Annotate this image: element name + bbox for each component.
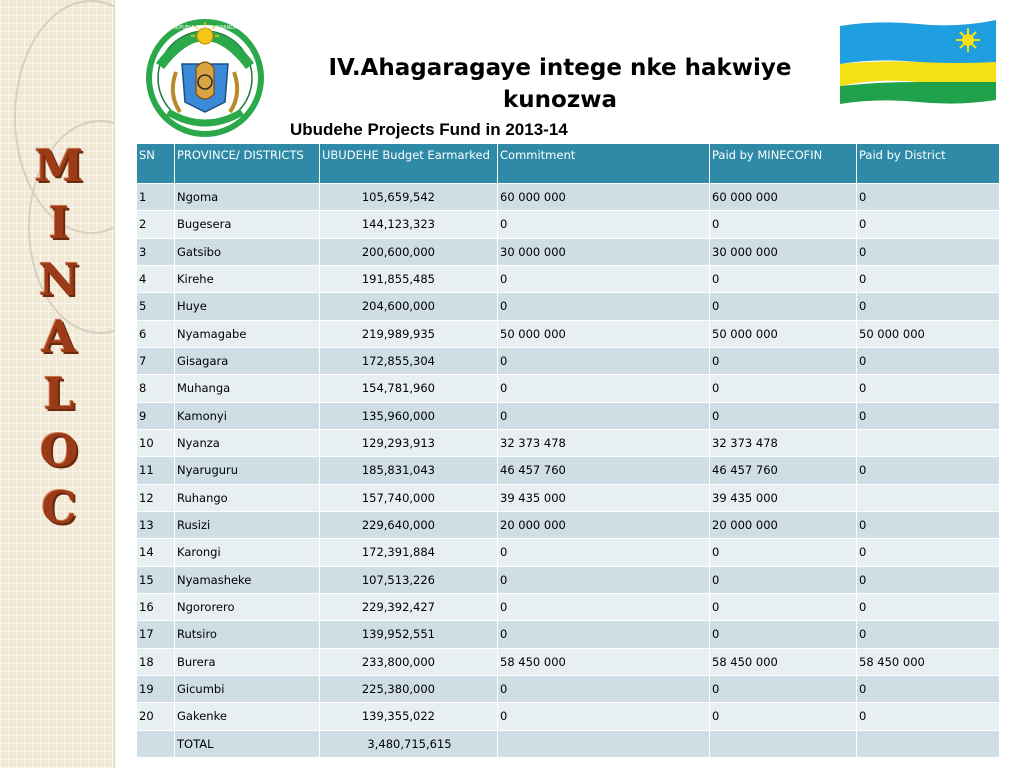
cell-sn: 10 xyxy=(137,429,175,456)
cell-paid-district: 0 xyxy=(857,238,1000,265)
cell-district: Kirehe xyxy=(175,265,320,292)
rwanda-emblem-icon xyxy=(146,16,264,142)
cell-district: Nyamasheke xyxy=(175,566,320,593)
cell-paid-minecofin: 0 xyxy=(710,293,857,320)
table-row xyxy=(137,484,1000,511)
cell-paid-minecofin: 0 xyxy=(710,593,857,620)
cell-district: Nyaruguru xyxy=(175,457,320,484)
cell-paid-district: 0 xyxy=(857,184,1000,211)
side-letter: L xyxy=(43,369,75,420)
rwanda-flag-icon xyxy=(838,18,998,106)
cell-budget: 204,600,000 xyxy=(320,293,498,320)
header-budget: UBUDEHE Budget Earmarked xyxy=(320,144,498,184)
side-letter: C xyxy=(41,483,77,534)
cell-commitment: 32 373 478 xyxy=(498,429,710,456)
cell-commitment: 0 xyxy=(498,211,710,238)
cell-paid-minecofin: 0 xyxy=(710,539,857,566)
cell-sn: 17 xyxy=(137,621,175,648)
cell-paid-minecofin: 50 000 000 xyxy=(710,320,857,347)
cell-paid-district: 0 xyxy=(857,375,1000,402)
cell-budget: 107,513,226 xyxy=(320,566,498,593)
cell-paid-minecofin: 0 xyxy=(710,265,857,292)
cell-commitment: 0 xyxy=(498,593,710,620)
table-row xyxy=(137,375,1000,402)
cell-budget: 154,781,960 xyxy=(320,375,498,402)
cell-district: Muhanga xyxy=(175,375,320,402)
cell-paid-district: 0 xyxy=(857,347,1000,374)
cell-paid-district: 0 xyxy=(857,457,1000,484)
cell-district: Gakenke xyxy=(175,703,320,730)
cell-paid-minecofin: 0 xyxy=(710,703,857,730)
minaloc-vertical-logo xyxy=(22,138,96,537)
table-row xyxy=(137,648,1000,675)
cell-paid-minecofin: 58 450 000 xyxy=(710,648,857,675)
cell-commitment: 58 450 000 xyxy=(498,648,710,675)
cell-paid-district: 0 xyxy=(857,675,1000,702)
cell-paid-minecofin: 0 xyxy=(710,211,857,238)
cell-paid-minecofin: 46 457 760 xyxy=(710,457,857,484)
cell-paid-district: 0 xyxy=(857,703,1000,730)
cell-budget: 129,293,913 xyxy=(320,429,498,456)
cell-commitment: 60 000 000 xyxy=(498,184,710,211)
cell-sn: 16 xyxy=(137,593,175,620)
table-row xyxy=(137,238,1000,265)
cell-budget: 157,740,000 xyxy=(320,484,498,511)
table-row xyxy=(137,566,1000,593)
cell-budget: 219,989,935 xyxy=(320,320,498,347)
cell-district: Huye xyxy=(175,293,320,320)
total-budget: 3,480,715,615 xyxy=(320,730,498,757)
header-sn: SN xyxy=(137,144,175,184)
cell-budget: 172,391,884 xyxy=(320,539,498,566)
header-paid-minecofin: Paid by MINECOFIN xyxy=(710,144,857,184)
cell-commitment: 0 xyxy=(498,265,710,292)
cell-commitment: 46 457 760 xyxy=(498,457,710,484)
cell-budget: 172,855,304 xyxy=(320,347,498,374)
cell-sn: 7 xyxy=(137,347,175,374)
side-letter: A xyxy=(41,312,77,363)
cell-paid-district: 0 xyxy=(857,293,1000,320)
cell-district: Burera xyxy=(175,648,320,675)
cell-sn: 11 xyxy=(137,457,175,484)
cell-district: Ngororero xyxy=(175,593,320,620)
cell-commitment: 30 000 000 xyxy=(498,238,710,265)
cell-paid-district: 58 450 000 xyxy=(857,648,1000,675)
cell-paid-minecofin xyxy=(710,730,857,757)
cell-paid-district: 0 xyxy=(857,265,1000,292)
table-row xyxy=(137,511,1000,538)
cell-budget: 191,855,485 xyxy=(320,265,498,292)
cell-district: Bugesera xyxy=(175,211,320,238)
table-row xyxy=(137,593,1000,620)
cell-sn: 8 xyxy=(137,375,175,402)
cell-commitment: 0 xyxy=(498,375,710,402)
cell-district: Kamonyi xyxy=(175,402,320,429)
cell-commitment xyxy=(498,730,710,757)
cell-paid-district: 0 xyxy=(857,402,1000,429)
cell-sn: 18 xyxy=(137,648,175,675)
table-body xyxy=(137,184,1000,758)
cell-district: Ruhango xyxy=(175,484,320,511)
cell-budget: 229,640,000 xyxy=(320,511,498,538)
cell-budget: 225,380,000 xyxy=(320,675,498,702)
cell-paid-district: 0 xyxy=(857,511,1000,538)
cell-district: Nyamagabe xyxy=(175,320,320,347)
cell-sn: 13 xyxy=(137,511,175,538)
table-row xyxy=(137,402,1000,429)
cell-budget: 200,600,000 xyxy=(320,238,498,265)
cell-commitment: 0 xyxy=(498,347,710,374)
table-header-row xyxy=(137,144,1000,184)
cell-sn: 19 xyxy=(137,675,175,702)
cell-paid-minecofin: 0 xyxy=(710,375,857,402)
table-row xyxy=(137,539,1000,566)
cell-commitment: 50 000 000 xyxy=(498,320,710,347)
table-row xyxy=(137,265,1000,292)
cell-paid-minecofin: 0 xyxy=(710,621,857,648)
cell-paid-district xyxy=(857,429,1000,456)
cell-commitment: 0 xyxy=(498,293,710,320)
cell-sn: 4 xyxy=(137,265,175,292)
cell-district: Ngoma xyxy=(175,184,320,211)
cell-commitment: 0 xyxy=(498,621,710,648)
cell-commitment: 39 435 000 xyxy=(498,484,710,511)
table-row xyxy=(137,293,1000,320)
cell-sn: 20 xyxy=(137,703,175,730)
side-band xyxy=(0,0,115,768)
table-row xyxy=(137,703,1000,730)
cell-district: Gatsibo xyxy=(175,238,320,265)
cell-budget: 144,123,323 xyxy=(320,211,498,238)
cell-paid-district: 0 xyxy=(857,566,1000,593)
side-letter: N xyxy=(38,255,80,306)
cell-budget: 139,952,551 xyxy=(320,621,498,648)
cell-paid-minecofin: 60 000 000 xyxy=(710,184,857,211)
cell-district: Gicumbi xyxy=(175,675,320,702)
cell-budget: 229,392,427 xyxy=(320,593,498,620)
cell-paid-district: 50 000 000 xyxy=(857,320,1000,347)
cell-paid-minecofin: 39 435 000 xyxy=(710,484,857,511)
cell-paid-minecofin: 0 xyxy=(710,675,857,702)
header-district: PROVINCE/ DISTRICTS xyxy=(175,144,320,184)
cell-district: Gisagara xyxy=(175,347,320,374)
slide-subtitle: Ubudehe Projects Fund in 2013-14 xyxy=(290,120,568,139)
cell-sn: 1 xyxy=(137,184,175,211)
cell-sn: 15 xyxy=(137,566,175,593)
total-label: TOTAL xyxy=(175,730,320,757)
side-letter: I xyxy=(48,198,70,249)
cell-paid-minecofin: 0 xyxy=(710,402,857,429)
table-row xyxy=(137,211,1000,238)
cell-paid-minecofin: 20 000 000 xyxy=(710,511,857,538)
cell-budget: 233,800,000 xyxy=(320,648,498,675)
emblem-motto: REPUBULIKA Y'U RWANDA xyxy=(172,25,238,31)
slide-title: IV.Ahagaragaye intege nke hakwiye kunozwa xyxy=(328,55,792,113)
cell-district: Nyanza xyxy=(175,429,320,456)
cell-sn: 14 xyxy=(137,539,175,566)
cell-commitment: 0 xyxy=(498,675,710,702)
header-commitment: Commitment xyxy=(498,144,710,184)
cell-commitment: 0 xyxy=(498,402,710,429)
cell-paid-district: 0 xyxy=(857,593,1000,620)
cell-budget: 105,659,542 xyxy=(320,184,498,211)
table-row xyxy=(137,621,1000,648)
cell-sn xyxy=(137,730,175,757)
table-row xyxy=(137,320,1000,347)
cell-sn: 3 xyxy=(137,238,175,265)
cell-district: Karongi xyxy=(175,539,320,566)
cell-budget: 185,831,043 xyxy=(320,457,498,484)
side-letter: O xyxy=(39,426,79,477)
side-letter: M xyxy=(34,141,84,192)
cell-paid-district: 0 xyxy=(857,211,1000,238)
cell-commitment: 0 xyxy=(498,703,710,730)
cell-budget: 135,960,000 xyxy=(320,402,498,429)
table-row xyxy=(137,184,1000,211)
cell-sn: 5 xyxy=(137,293,175,320)
cell-paid-district: 0 xyxy=(857,621,1000,648)
cell-paid-district xyxy=(857,484,1000,511)
cell-commitment: 20 000 000 xyxy=(498,511,710,538)
ubudehe-fund-table xyxy=(136,143,1000,758)
cell-paid-minecofin: 32 373 478 xyxy=(710,429,857,456)
cell-paid-district xyxy=(857,730,1000,757)
table-row xyxy=(137,457,1000,484)
cell-sn: 2 xyxy=(137,211,175,238)
cell-sn: 9 xyxy=(137,402,175,429)
cell-paid-district: 0 xyxy=(857,539,1000,566)
cell-paid-minecofin: 0 xyxy=(710,347,857,374)
cell-district: Rutsiro xyxy=(175,621,320,648)
table-row xyxy=(137,347,1000,374)
cell-district: Rusizi xyxy=(175,511,320,538)
cell-budget: 139,355,022 xyxy=(320,703,498,730)
table-total-row xyxy=(137,730,1000,757)
cell-sn: 12 xyxy=(137,484,175,511)
cell-commitment: 0 xyxy=(498,539,710,566)
cell-paid-minecofin: 0 xyxy=(710,566,857,593)
cell-commitment: 0 xyxy=(498,566,710,593)
cell-paid-minecofin: 30 000 000 xyxy=(710,238,857,265)
table-row xyxy=(137,675,1000,702)
table-row xyxy=(137,429,1000,456)
cell-sn: 6 xyxy=(137,320,175,347)
header-paid-district: Paid by District xyxy=(857,144,1000,184)
